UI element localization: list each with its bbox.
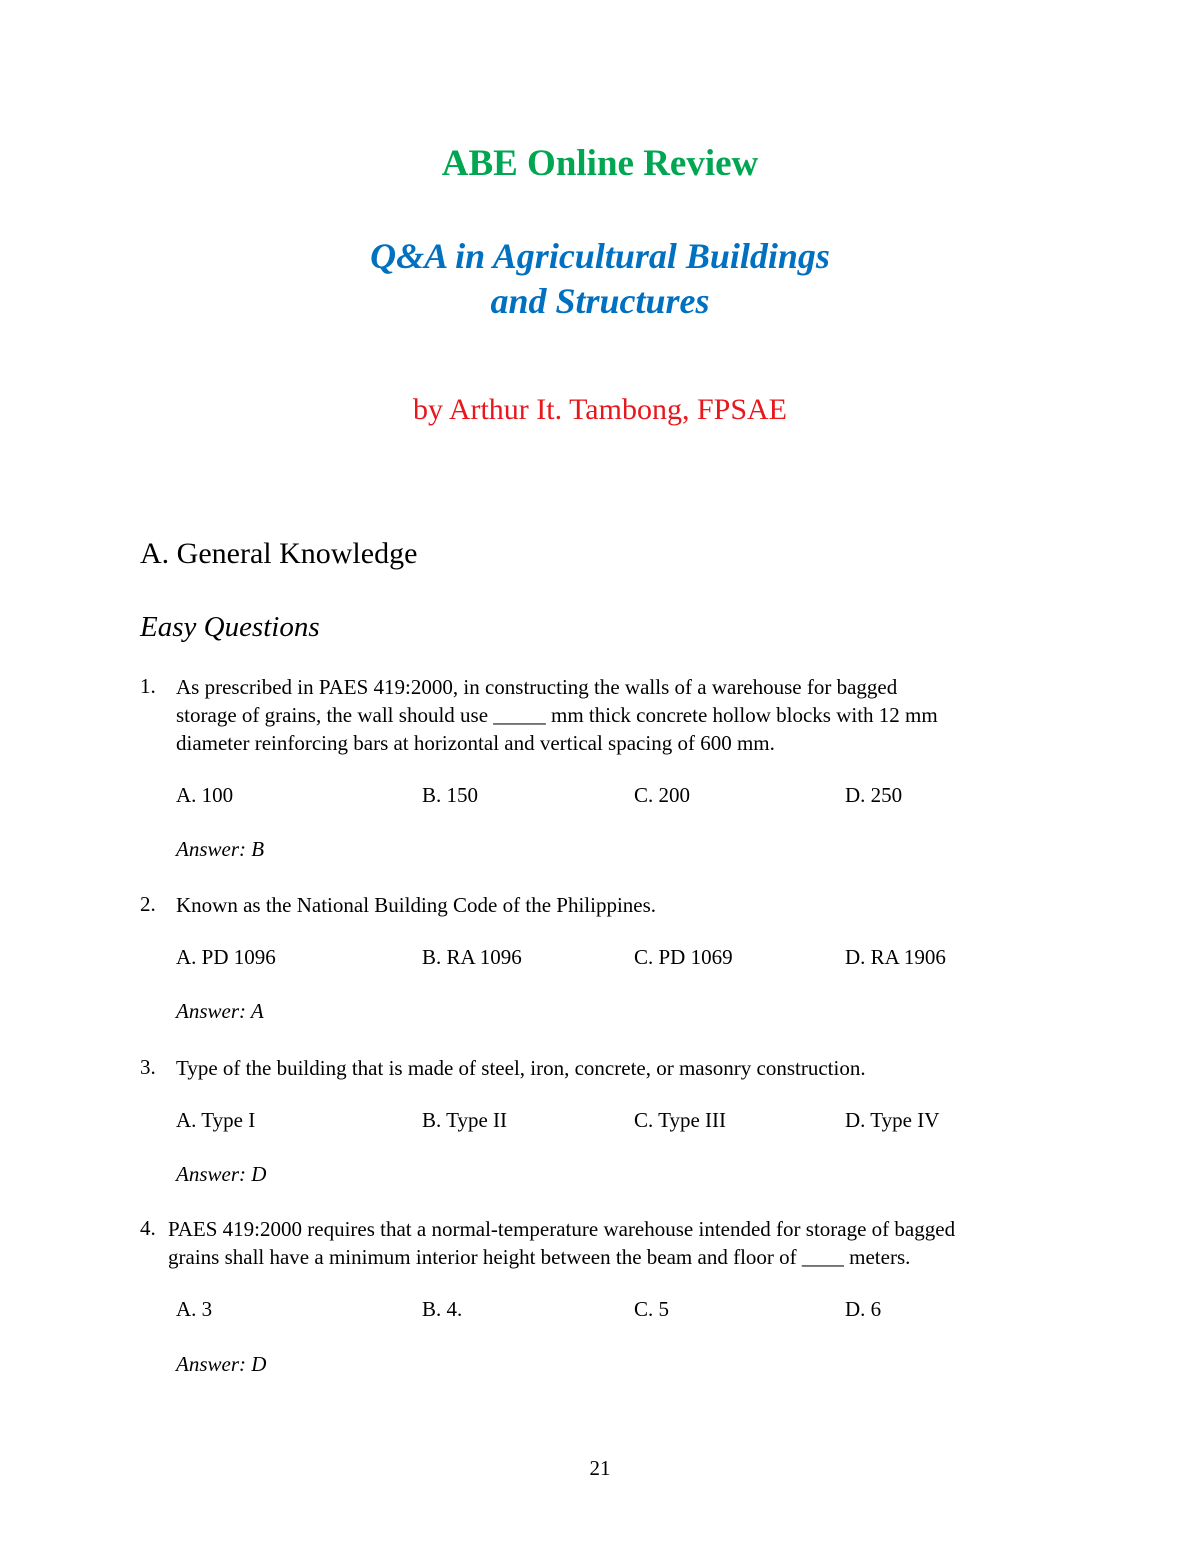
- option-b: B. 4.: [422, 1297, 463, 1321]
- question-text-line: grains shall have a minimum interior height between the beam and floor of ____ meters.: [168, 1245, 911, 1269]
- question-text-line: PAES 419:2000 requires that a normal-temperature warehouse intended for storage of bagged: [168, 1217, 956, 1241]
- option-b: B. RA 1096: [422, 945, 522, 969]
- question-number: 2.: [140, 892, 156, 916]
- option-c: C. 200: [634, 783, 691, 807]
- question-text-line: storage of grains, the wall should use _____ mm thick concrete hollow blocks with 12 mm: [176, 703, 938, 727]
- option-c: C. 5: [634, 1297, 670, 1321]
- question-number: 1.: [140, 674, 156, 698]
- question-number: 4.: [140, 1216, 156, 1240]
- option-c: C. PD 1069: [634, 945, 733, 969]
- page-title: ABE Online Review: [441, 143, 759, 184]
- option-a: A. 3: [176, 1297, 213, 1321]
- option-d: D. 250: [845, 783, 903, 807]
- subsection-heading: Easy Questions: [140, 611, 320, 643]
- option-d: D. RA 1906: [845, 945, 946, 969]
- option-a: A. Type I: [176, 1108, 256, 1132]
- question-text-line: diameter reinforcing bars at horizontal and vertical spacing of 600 mm.: [176, 731, 775, 755]
- option-b: B. Type II: [422, 1108, 508, 1132]
- section-heading: A. General Knowledge: [140, 537, 418, 570]
- option-b: B. 150: [422, 783, 479, 807]
- subtitle-line-1: Q&A in Agricultural Buildings: [370, 236, 830, 276]
- question-text-line: Type of the building that is made of steel, iron, concrete, or masonry construction.: [176, 1056, 866, 1080]
- answer-line: Answer: B: [176, 837, 265, 861]
- question-number: 3.: [140, 1055, 156, 1079]
- answer-line: Answer: D: [176, 1352, 267, 1376]
- page-number: 21: [589, 1456, 611, 1480]
- option-a: A. PD 1096: [176, 945, 276, 969]
- option-d: D. Type IV: [845, 1108, 940, 1132]
- option-c: C. Type III: [634, 1108, 727, 1132]
- answer-line: Answer: A: [176, 999, 264, 1023]
- question-text-line: Known as the National Building Code of the Philippines.: [176, 893, 657, 917]
- option-d: D. 6: [845, 1297, 882, 1321]
- author-line: by Arthur It. Tambong, FPSAE: [412, 393, 788, 426]
- question-text-line: As prescribed in PAES 419:2000, in constructing the walls of a warehouse for bagged: [176, 675, 898, 699]
- subtitle-line-2: and Structures: [490, 281, 710, 321]
- option-a: A. 100: [176, 783, 234, 807]
- answer-line: Answer: D: [176, 1162, 267, 1186]
